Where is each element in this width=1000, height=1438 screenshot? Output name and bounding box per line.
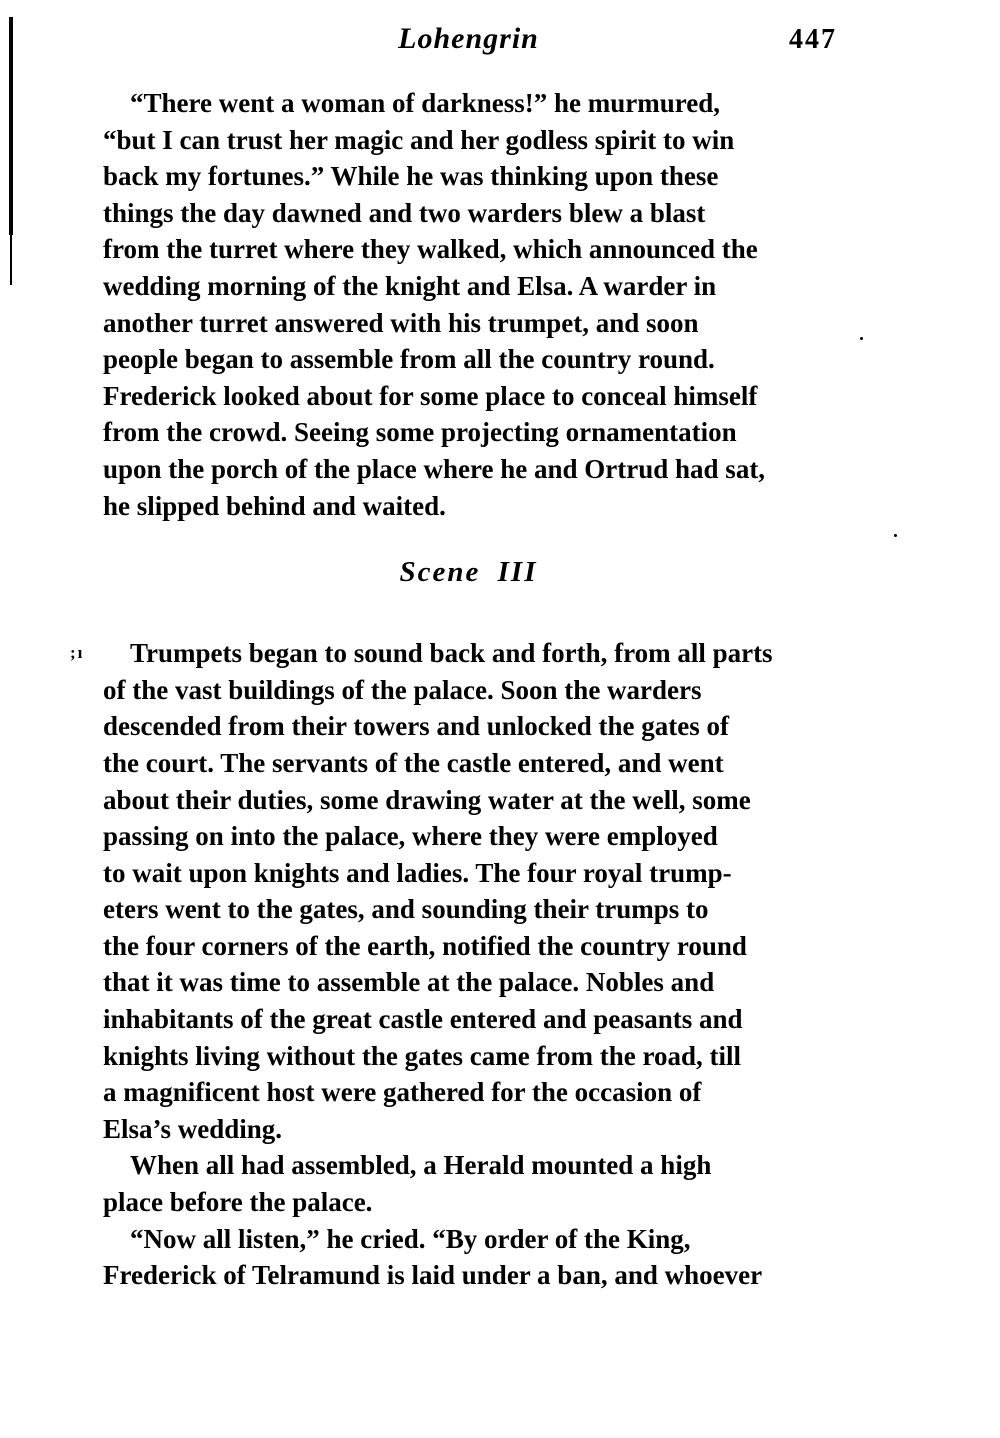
text-line: Elsa’s wedding. bbox=[103, 1113, 283, 1144]
text-line: Frederick of Telramund is laid under a ban, and whoever bbox=[103, 1260, 763, 1291]
text-line: another turret answered with his trumpet, and soon bbox=[103, 307, 699, 338]
text-line: of the vast buildings of the palace. Soon the warders bbox=[103, 674, 702, 705]
running-title: Lohengrin bbox=[398, 22, 539, 55]
text-line: things the day dawned and two warders blew a blast bbox=[103, 197, 706, 228]
text-line: a magnificent host were gathered for the occasion of bbox=[103, 1077, 702, 1108]
text-line: passing on into the palace, where they were employed bbox=[103, 821, 718, 852]
print-artifact: ;ı bbox=[70, 643, 85, 663]
text-line: “Now all listen,” he cried. “By order of the King, bbox=[130, 1223, 691, 1254]
scene-heading: Scene III bbox=[399, 556, 538, 589]
scan-speckle bbox=[860, 337, 863, 340]
text-line: place before the palace. bbox=[103, 1187, 373, 1218]
text-line: from the turret where they walked, which announced the bbox=[103, 234, 758, 265]
paragraph bbox=[103, 85, 834, 524]
text-line: “There went a woman of darkness!” he murmured, bbox=[130, 88, 720, 118]
text-line: “but I can trust her magic and her godless spirit to win bbox=[103, 124, 735, 155]
text-line: about their duties, some drawing water at the well, some bbox=[103, 784, 751, 815]
paragraph bbox=[103, 1221, 834, 1294]
scan-artifact-line bbox=[9, 17, 13, 235]
text-line: the four corners of the earth, notified the country round bbox=[103, 930, 747, 961]
text-line: Frederick looked about for some place to conceal himself bbox=[103, 380, 758, 411]
text-line: the court. The servants of the castle entered, and went bbox=[103, 747, 724, 778]
text-line: wedding morning of the knight and Elsa. A warder in bbox=[103, 270, 717, 301]
text-line: inhabitants of the great castle entered and peasants and bbox=[103, 1004, 743, 1035]
text-line: from the crowd. Seeing some projecting ornamentation bbox=[103, 417, 737, 448]
text-line: When all had assembled, a Herald mounted a high bbox=[130, 1150, 712, 1181]
text-line: people began to assemble from all the country round. bbox=[103, 344, 715, 375]
text-line: knights living without the gates came from the road, till bbox=[103, 1040, 741, 1071]
page-header bbox=[103, 22, 837, 58]
text-line: Trumpets began to sound back and forth, from all parts ;ı bbox=[70, 638, 773, 669]
paragraph bbox=[103, 1147, 834, 1220]
text-line: back my fortunes.” While he was thinking upon these bbox=[103, 161, 719, 192]
scan-artifact-line-tail bbox=[10, 235, 12, 285]
text-line: to wait upon knights and ladies. The four royal trump- bbox=[103, 857, 732, 888]
scan-speckle bbox=[894, 534, 897, 537]
page-number: 447 bbox=[789, 24, 837, 55]
text-line: upon the porch of the place where he and Ortrud had sat, bbox=[103, 453, 766, 484]
text-line: that it was time to assemble at the palace. Nobles and bbox=[103, 967, 715, 998]
text-column bbox=[70, 85, 834, 1294]
text-line: descended from their towers and unlocked the gates of bbox=[103, 711, 729, 742]
paragraph bbox=[70, 635, 834, 1147]
text-line: eters went to the gates, and sounding their trumps to bbox=[103, 894, 709, 925]
text-line: he slipped behind and waited. bbox=[103, 490, 446, 521]
